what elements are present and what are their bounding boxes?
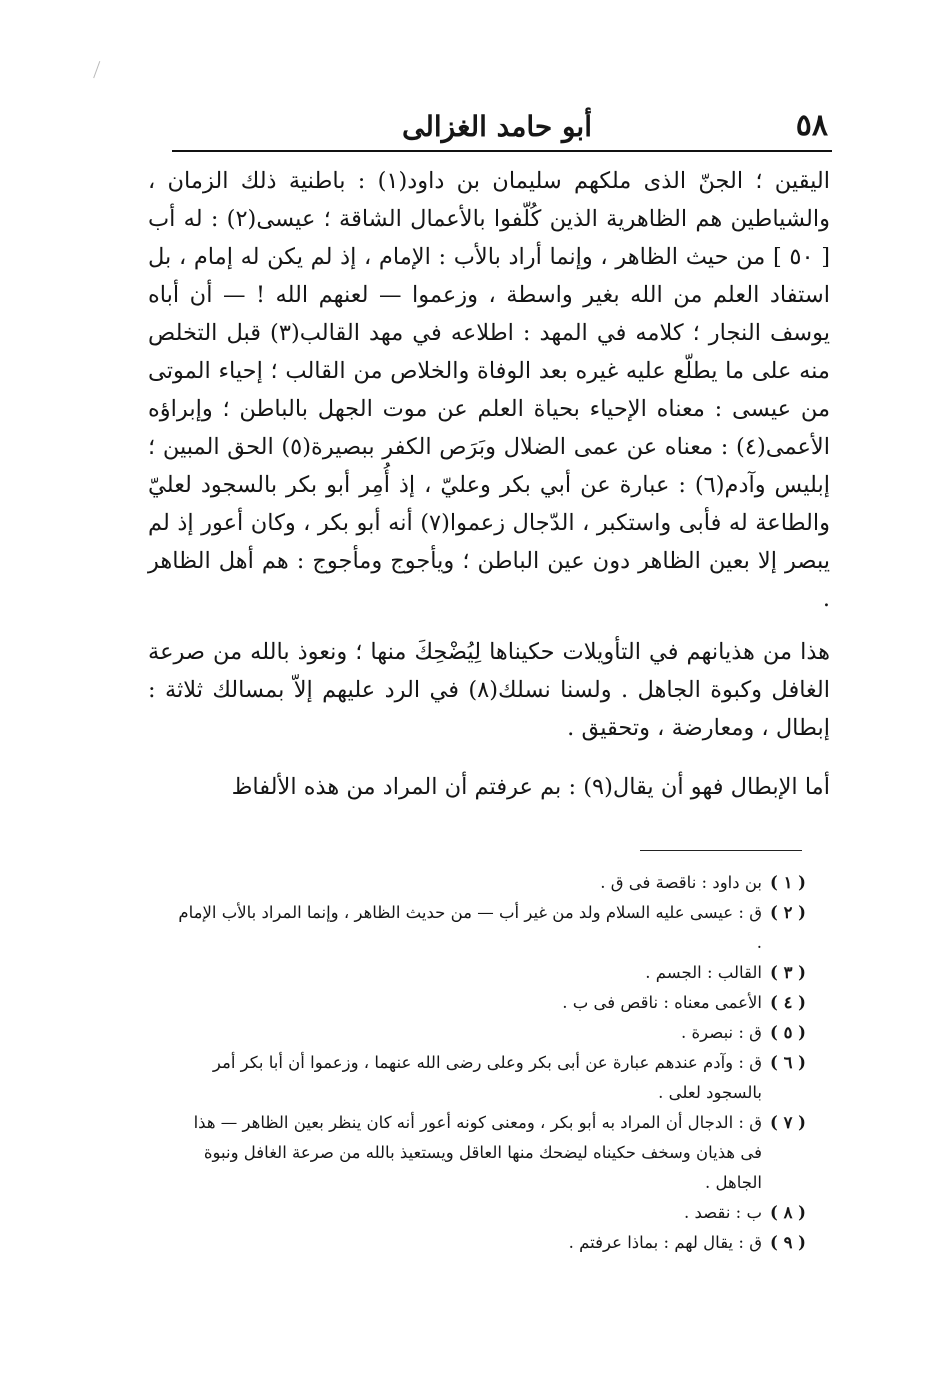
page-header [172, 108, 828, 148]
running-title: أبو حامد الغزالى [402, 110, 592, 143]
footnote-rule [640, 850, 802, 851]
footnote-text: ق : وآدم عندهم عبارة عن أبى بكر وعلى رضى الله عنهما ، وزعموا أن أبا بكر أمر بالسجود لعلى . [212, 1053, 762, 1102]
footnote-8 [176, 1198, 806, 1228]
footnote-text: ق : نبصرة . [681, 1023, 762, 1042]
footnote-number: ( ٤ ) [770, 993, 806, 1012]
footnote-4 [176, 988, 806, 1018]
paragraph-2: هذا من هذيانهم في التأويلات حكيناها لِيُضْحِكَ منها ؛ ونعوذ بالله من صرعة الغافل وكبوة الجاهل . ولسنا نسلك(٨) في الرد عليهم إلاّ بمسالك ثلاثة : إبطال ، ومعارضة ، وتحقيق . [148, 639, 831, 741]
margin-mark [93, 61, 108, 81]
footnote-9 [176, 1228, 806, 1258]
main-text [148, 162, 830, 806]
footnote-text: ق : الدجال أن المراد به أبو بكر ، ومعنى كونه أعور أنه كان ينظر بعين الظاهر — هذا فى هذيان وسخف حكيناه ليضحك منها العاقل ويستعيذ بالله من صرعة الغافل ونبوة الجاهل . [193, 1113, 762, 1192]
footnote-2 [176, 898, 806, 958]
footnote-number: ( ٩ ) [770, 1233, 806, 1252]
footnote-text: ب : نقصد . [684, 1203, 762, 1222]
paragraph-1: اليقين ؛ الجنّ الذى ملكهم سليمان بن داود(١) : باطنية ذلك الزمان ، والشياطين هم الظاهرية الذين كُلّفوا بالأعمال الشاقة ؛ عيسى(٢) : له أب [ ٥٠ ] من حيث الظاهر ، وإنما أراد بالأب : الإمام ، إذ لم يكن له إمام ، بل استفاد العلم من الله بغير واسطة ، وزعموا — لعنهم الله ! — أن أباه يوسف النجار ؛ كلامه في المهد : اطلاعه في مهد القالب(٣) قبل التخلص منه على ما يطلّع عليه غيره بعد الوفاة والخلاص من القالب ؛ إحياء الموتى من عيسى : معناه الإحياء بحياة العلم عن موت الجهل بالباطن ؛ وإبراؤه الأعمى(٤) : معناه عن عمى الضلال وبَرَص الكفر ببصيرة(٥) الحق المبين ؛ إبليس وآدم(٦) : عبارة عن أبي بكر وعليّ ، إذ أُمِر أبو بكر بالسجود لعليّ والطاعة له فأبى واستكبر ، الدّجال زعموا(٧) أنه أبو بكر ، وكان أعور إذ لم يبصر إلا بعين الظاهر دون عين الباطن ؛ ويأجوج ومأجوج : هم أهل الظاهر . [148, 168, 831, 612]
footnote-1 [176, 868, 806, 898]
footnote-number: ( ٨ ) [770, 1203, 806, 1222]
header-rule [172, 150, 832, 152]
footnote-5 [176, 1018, 806, 1048]
footnote-text: ق : عيسى عليه السلام ولد من غير أب — من حديث الظاهر ، وإنما المراد بالأب الإمام . [178, 903, 762, 952]
footnote-7 [176, 1108, 806, 1198]
footnote-number: ( ١ ) [770, 873, 806, 892]
footnote-number: ( ٦ ) [770, 1053, 806, 1072]
footnote-6 [176, 1048, 806, 1108]
footnotes [176, 868, 806, 1258]
footnote-number: ( ٥ ) [770, 1023, 806, 1042]
footnote-text: القالب : الجسم . [645, 963, 762, 982]
footnote-3 [176, 958, 806, 988]
page-number: ٥٨ [795, 108, 828, 143]
footnote-text: بن داود : ناقصة فى ق . [600, 873, 762, 892]
footnote-number: ( ٢ ) [770, 903, 806, 922]
paragraph-3: أما الإبطال فهو أن يقال(٩) : بم عرفتم أن المراد من هذه الألفاظ [231, 774, 830, 800]
footnote-number: ( ٣ ) [770, 963, 806, 982]
footnote-number: ( ٧ ) [770, 1113, 806, 1132]
footnote-text: الأعمى معناه : ناقص فى ب . [562, 993, 762, 1012]
footnote-text: ق : يقال لهم : بماذا عرفتم . [568, 1233, 762, 1252]
